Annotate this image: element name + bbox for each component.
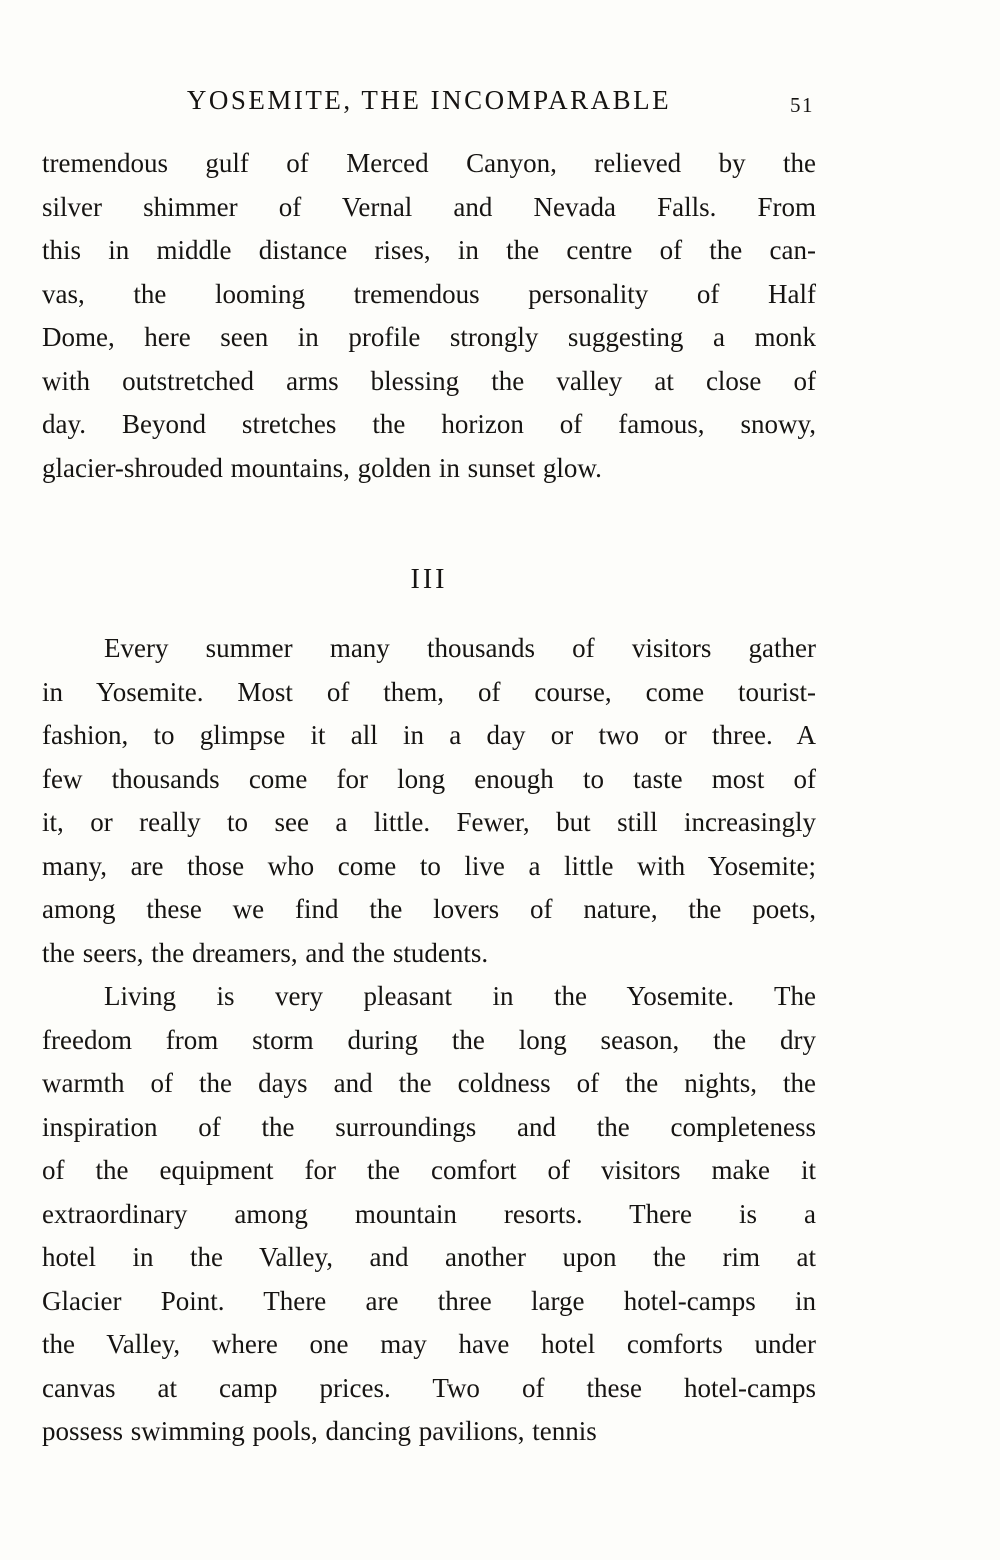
section-heading: III (410, 564, 448, 595)
text-line: among these we find the lovers of nature, the poets, (42, 894, 816, 924)
text-line: with outstretched arms blessing the valley at close of (42, 365, 816, 396)
text-line: Living is very pleasant in the Yosemite. The (104, 981, 816, 1011)
text-line: tremendous gulf of Merced Canyon, relieved by the (42, 148, 816, 178)
text-line: it, or really to see a little. Fewer, but still increasingly (42, 807, 816, 837)
page-body (42, 142, 816, 1454)
text-line: glacier-shrouded mountains, golden in sunset glow. (42, 452, 602, 483)
paragraph (42, 627, 816, 975)
text-line: inspiration of the surroundings and the completeness (42, 1111, 816, 1142)
text-line: vas, the looming tremendous personality of Half (42, 278, 816, 309)
text-block (42, 80, 816, 1454)
text-line: the Valley, where one may have hotel comforts under (42, 1329, 816, 1359)
text-line: extraordinary among mountain resorts. There is a (42, 1198, 816, 1229)
paragraph (42, 975, 816, 1454)
running-header (42, 80, 816, 120)
text-line: many, are those who come to live a little with Yosemite; (42, 850, 816, 881)
paragraph (42, 142, 816, 490)
page-number: 51 (790, 93, 814, 117)
running-header-title: YOSEMITE, THE INCOMPARABLE (186, 85, 672, 115)
text-line: few thousands come for long enough to taste most of (42, 763, 816, 794)
text-line: canvas at camp prices. Two of these hotel-camps (42, 1372, 816, 1403)
text-line: possess swimming pools, dancing pavilions, tennis (42, 1416, 597, 1446)
text-line: Glacier Point. There are three large hotel-camps in (42, 1285, 816, 1316)
text-line: Every summer many thousands of visitors gather (104, 633, 816, 663)
text-line: in Yosemite. Most of them, of course, come tourist- (42, 676, 816, 707)
text-line: freedom from storm during the long season, the dry (42, 1024, 816, 1055)
text-line: hotel in the Valley, and another upon the rim at (42, 1242, 816, 1272)
text-line: the seers, the dreamers, and the students. (42, 937, 489, 968)
text-line: this in middle distance rises, in the centre of the can- (42, 235, 816, 265)
text-line: silver shimmer of Vernal and Nevada Falls. From (42, 191, 816, 222)
text-line: Dome, here seen in profile strongly suggesting a monk (42, 322, 816, 352)
text-line: of the equipment for the comfort of visitors make it (42, 1155, 816, 1185)
text-line: day. Beyond stretches the horizon of famous, snowy, (42, 409, 816, 439)
text-line: fashion, to glimpse it all in a day or two or three. A (42, 720, 816, 750)
text-line: warmth of the days and the coldness of the nights, the (42, 1068, 816, 1098)
